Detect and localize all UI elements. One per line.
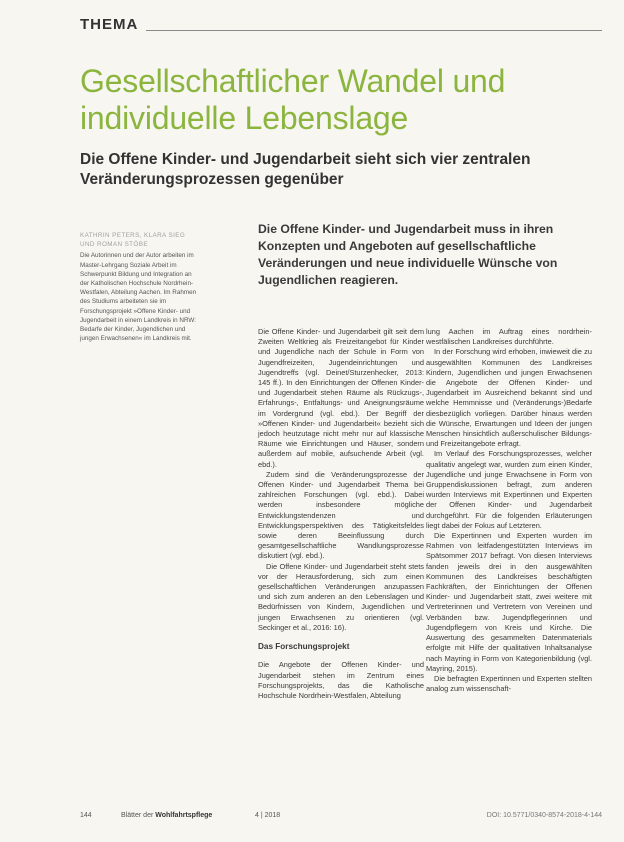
journal-name-bold: Wohlfahrtspflege <box>155 812 213 819</box>
journal-name <box>121 812 212 819</box>
journal-name-regular: Blätter der <box>121 812 156 819</box>
body-paragraph: In der Forschung wird erhoben, inwieweit die zu ausgewählten Kommunen des Landkreises Kindern, Jugendlichen und jungen Erwachsenen die Angebote der Offenen Kinder- und Jugendarbeit im Ausreichend bekannt sind und welche Hemmnisse und (Veränderungs-)Bedarfe diesbezüglich vorliegen. Darüber hinaus werden die Wünsche, Erwartungen und Ideen der jungen Menschen hinsichtlich außerschulischer Bildungs- und Freizeitangebote erfragt. <box>426 347 592 449</box>
author-names: KATHRIN PETERS, KLARA SIEG UND ROMAN STÖBE <box>80 232 186 249</box>
section-subheading: Das Forschungsprojekt <box>258 642 350 652</box>
body-paragraph: Die Expertinnen und Experten wurden im Rahmen von leitfadengestützten Interviews im Spätsommer 2017 befragt. Von diesen Interviews fanden jeweils drei in den ausgewählten Kommunen des Landkreises beschäftigten Fachkräften, der Einrichtungen der Offenen Kinder- und Jugendarbeit statt, zwei weitere mit Vertreterinnen und Vertretern von Vereinen und Verbänden bzw. Jugendpflegerinnen und Jugendpflegern von Kreis und Kirche. Die Auswertung des gesammelten Datenmaterials erfolgte mit Hilfe der qualitativen Inhaltsanalyse nach Mayring in Form von Kategorienbildung (vgl. Mayring, 2015). <box>426 531 592 673</box>
page-number: 144 <box>80 812 92 819</box>
body-paragraph: lung Aachen im Auftrag eines nordrhein-westfälischen Landkreises durchführte. <box>426 327 592 347</box>
body-paragraph: Zudem sind die Veränderungsprozesse der Offenen Kinder- und Jugendarbeit Thema bei zahlreichen Forschungen (vgl. ebd.). Dabei werden insbesondere mögliche Entwicklungstendenzen und Entwicklungsperspektiven des Tätigkeitsfeldes sowie deren Beeinflussung durch gesamtgesellschaftliche Wandlungsprozesse diskutiert (vgl. ebd.). <box>258 469 424 561</box>
body-column-1 <box>258 327 424 701</box>
author-sidebar <box>80 231 200 343</box>
body-paragraph: Die Offene Kinder- und Jugendarbeit steht stets vor der Herausforderung, sich zum einen gesellschaftlichen Veränderungen anzupassen und sich zum anderen an den Lebenslagen und Bedürfnissen von Kindern, Jugendlichen und jungen Erwachsenen zu orientieren (vgl. Seckinger et al., 2016: 16). <box>258 561 424 632</box>
body-paragraph: Im Verlauf des Forschungsprozesses, welcher qualitativ angelegt war, wurden zum einen Kinder, Jugendliche und junge Erwachsene in Form von Gruppendiskussionen befragt, zum anderen wurden Interviews mit Expertinnen und Experten der Offenen Kinder- und Jugendarbeit durchgeführt. Für die folgenden Erläuterungen liegt dabei der Fokus auf Letzteren. <box>426 449 592 530</box>
doi: DOI: 10.5771/0340-8574-2018-4-144 <box>486 812 602 819</box>
body-paragraph: Die Angebote der Offenen Kinder- und Jugendarbeit stehen im Zentrum eines Forschungsprojekts, das die Katholische Hochschule Nordrhein-Westfalen, Abteilung <box>258 660 424 700</box>
body-paragraph: Die befragten Expertinnen und Experten stellten analog zum wissenschaft- <box>426 673 592 694</box>
section-rule <box>146 30 602 31</box>
article-subtitle: Die Offene Kinder- und Jugendarbeit sieht sich vier zentralen Veränderungsprozessen gegenüber <box>80 151 531 188</box>
author-bio: Die Autorinnen und der Autor arbeiten im Master-Lehrgang Soziale Arbeit im Schwerpunkt Bildung und Integration an der Katholischen Hochschule Nordrhein-Westfalen, Abteilung Aachen. Im Rahmen des Studiums arbeiteten sie im Forschungsprojekt »Offene Kinder- und Jugendarbeit in einem Landkreis in NRW: Bedarfe der Kinder, Jugendlichen und jungen Erwachsenen« im Landkreis mit. <box>80 252 197 343</box>
body-column-2 <box>426 327 592 694</box>
article-title: Gesellschaftlicher Wandel und individuelle Lebenslage <box>80 63 506 136</box>
lead-paragraph: Die Offene Kinder- und Jugendarbeit muss in ihren Konzepten und Angeboten auf gesellschaftliche Veränderungen und neue individuelle Wünsche von Jugendlichen reagieren. <box>258 222 558 287</box>
issue-number: 4 | 2018 <box>255 812 281 819</box>
body-paragraph: Die Offene Kinder- und Jugendarbeit gilt seit dem Zweiten Weltkrieg als Freizeitangebot für Kinder und Jugendliche nach der Schule in Form von Jugendfreizeiten, Jugendeinrichtungen und Jugendtreffs (vgl. Deinet/Sturzenhecker, 2013: 145 ff.). In den Einrichtungen der Offenen Kinder- und Jugendarbeit stehen Räume als Rückzugs-, Erfahrungs-, Entfaltungs- und Aneignungsräume im Vordergrund (vgl. ebd.). Der Begriff der »Offenen Kinder- und Jugendarbeit« bezieht sich jedoch heutzutage nicht mehr nur auf klassische Räume wie Einrichtungen und Häuser, sondern außerdem auf mobile, aufsuchende Arbeit (vgl. ebd.). <box>258 327 424 469</box>
section-label: THEMA <box>80 16 139 33</box>
